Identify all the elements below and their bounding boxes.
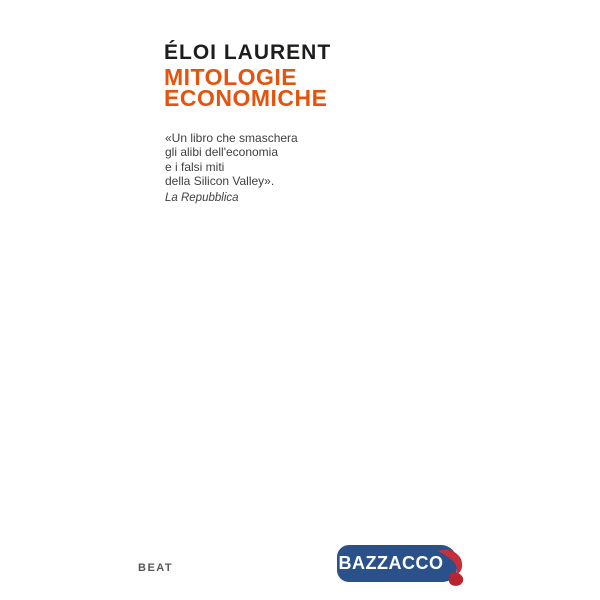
- quote-line: «Un libro che smaschera: [165, 131, 298, 145]
- quote-line: e i falsi miti: [165, 159, 225, 174]
- review-quote: [165, 131, 298, 205]
- bookstore-badge: [337, 545, 457, 582]
- publisher-logo: BEAT: [138, 562, 174, 574]
- quote-source: La Repubblica: [165, 192, 239, 205]
- book-title-line-1: MITOLOGIE: [164, 64, 298, 90]
- quote-line: della Silicon Valley».: [165, 173, 275, 188]
- book-title: [164, 64, 328, 111]
- book-title-line-2: ECONOMICHE: [164, 85, 328, 111]
- bookstore-badge-label: BAZZACCO: [338, 553, 444, 573]
- red-swoosh-icon: [435, 548, 465, 586]
- author-name: ÉLOI LAURENT: [164, 41, 332, 64]
- quote-line: gli alibi dell'economia: [165, 145, 279, 160]
